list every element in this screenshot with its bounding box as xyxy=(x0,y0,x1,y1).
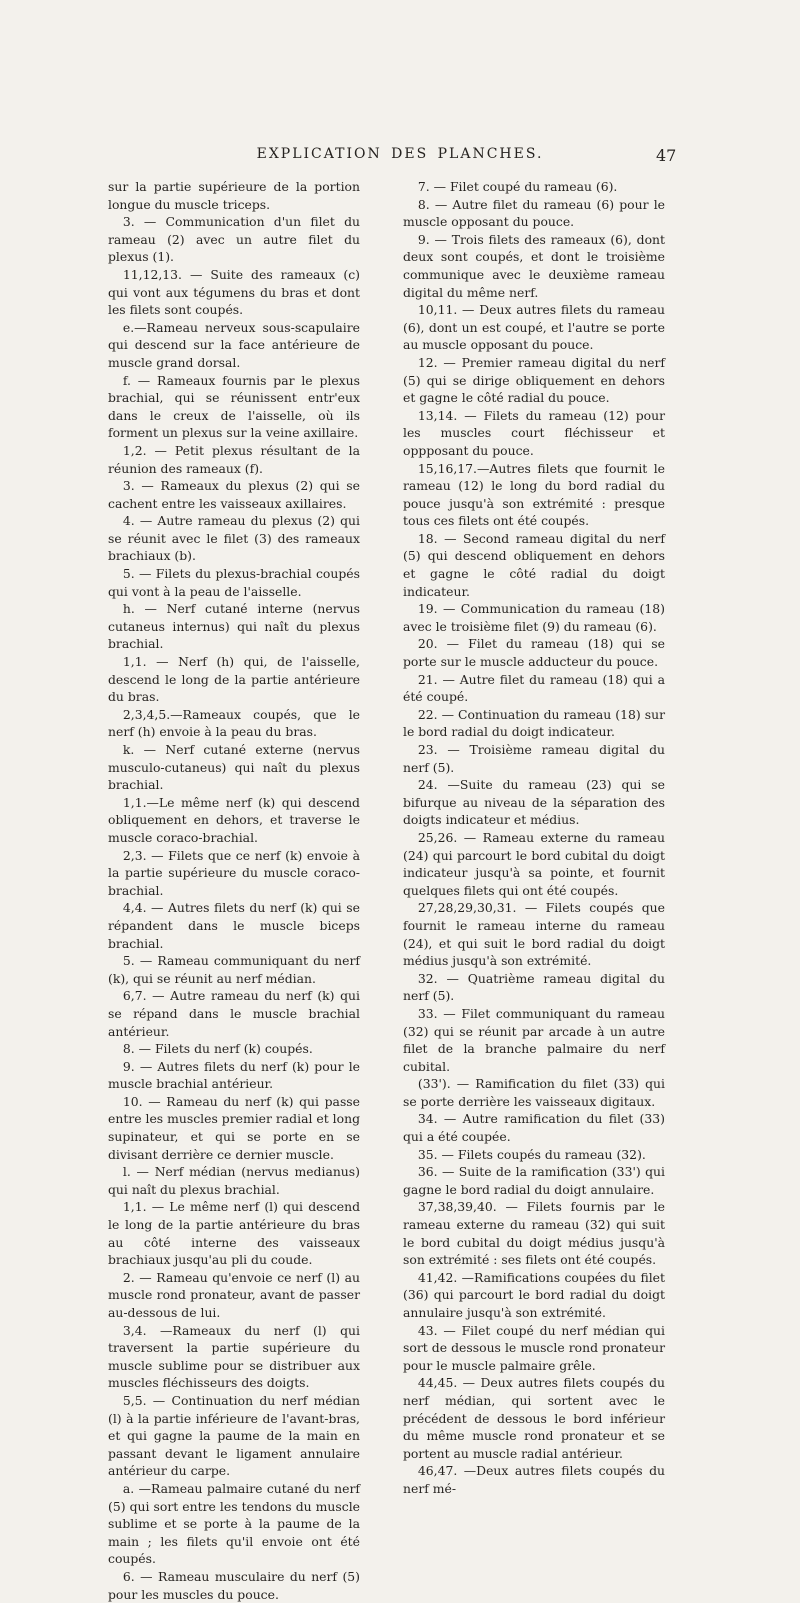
left-text-column xyxy=(108,178,360,1603)
paragraph: 3,4. —Rameaux du nerf (l) qui traversent la partie supérieure du muscle sublime pour se distribuer aux muscles fléchisseurs des doigts. xyxy=(108,1322,360,1391)
paragraph: 27,28,29,30,31. — Filets coupés que fournit le rameau interne du rameau (24), et qui suit le bord radial du doigt médius jusqu'à son extrémité. xyxy=(403,900,665,969)
paragraph: 22. — Continuation du rameau (18) sur le bord radial du doigt indicateur. xyxy=(403,706,665,740)
paragraph: 41,42. —Ramifications coupées du filet (36) qui parcourt le bord radial du doigt annulaire jusqu'à son extrémité. xyxy=(403,1269,665,1320)
paragraph: 24. —Suite du rameau (23) qui se bifurque au niveau de la séparation des doigts indicateur et médius. xyxy=(403,777,665,828)
paragraph: 25,26. — Rameau externe du rameau (24) qui parcourt le bord cubital du doigt indicateur jusqu'à sa pointe, et fournit quelques filets qui ont été coupés. xyxy=(403,829,665,898)
paragraph: 11,12,13. — Suite des rameaux (c) qui vont aux tégumens du bras et dont les filets sont coupés. xyxy=(108,266,360,318)
paragraph: l. — Nerf médian (nervus medianus) qui naît du plexus brachial. xyxy=(108,1164,360,1197)
paragraph: 3. — Communication d'un filet du rameau (2) avec un autre filet du plexus (1). xyxy=(108,214,360,265)
paragraph: 4,4. — Autres filets du nerf (k) qui se répandent dans le muscle biceps brachial. xyxy=(108,900,360,951)
paragraph: 5,5. — Continuation du nerf médian (l) à la partie inférieure de l'avant-bras, et qui gagne la paume de la main en passant devant le ligament annulaire antérieur du carpe. xyxy=(108,1392,360,1479)
paragraph: 6,7. — Autre rameau du nerf (k) qui se répand dans le muscle brachial antérieur. xyxy=(108,988,360,1039)
paragraph: 36. — Suite de la ramification (33') qui gagne le bord radial du doigt annulaire. xyxy=(403,1164,665,1197)
paragraph: k. — Nerf cutané externe (nervus musculo-cutaneus) qui naît du plexus brachial. xyxy=(108,742,360,793)
right-text-column xyxy=(403,178,665,1498)
paragraph: 5. — Rameau communiquant du nerf (k), qui se réunit au nerf médian. xyxy=(108,953,360,986)
paragraph: 13,14. — Filets du rameau (12) pour les muscles court fléchisseur et oppposant du pouce. xyxy=(403,407,665,458)
paragraph: 2. — Rameau qu'envoie ce nerf (l) au muscle rond pronateur, avant de passer au-dessous de lui. xyxy=(108,1269,360,1320)
paragraph: 9. — Autres filets du nerf (k) pour le muscle brachial antérieur. xyxy=(108,1058,360,1092)
running-header: EXPLICATION DES PLANCHES. xyxy=(256,146,544,162)
paragraph: 1,1. — Nerf (h) qui, de l'aisselle, descend le long de la partie antérieure du bras. xyxy=(108,654,360,705)
paragraph: 33. — Filet communiquant du rameau (32) qui se réunit par arcade à un autre filet de la branche palmaire du nerf cubital. xyxy=(403,1005,665,1074)
paragraph: sur la partie supérieure de la portion longue du muscle triceps. xyxy=(108,179,360,212)
paragraph: 44,45. — Deux autres filets coupés du nerf médian, qui sortent avec le précédent de dessous le bord inférieur du même muscle rond pronateur et se portent au muscle radial antérieur. xyxy=(403,1375,665,1461)
paragraph: a. —Rameau palmaire cutané du nerf (5) qui sort entre les tendons du muscle sublime et se porte à la paume de la main ; les filets qu'il envoie ont été coupés. xyxy=(108,1480,360,1567)
paragraph: 34. — Autre ramification du filet (33) qui a été coupée. xyxy=(403,1111,665,1145)
paragraph: 1,2. — Petit plexus résultant de la réunion des rameaux (f). xyxy=(108,442,360,476)
paragraph: 46,47. —Deux autres filets coupés du nerf mé- xyxy=(403,1463,665,1496)
paragraph: 19. — Communication du rameau (18) avec le troisième filet (9) du rameau (6). xyxy=(403,601,665,634)
paragraph: 1,1. — Le même nerf (l) qui descend le long de la partie antérieure du bras au côté interne des vaisseaux brachiaux jusqu'au pli du coude. xyxy=(108,1199,360,1268)
paragraph: 20. — Filet du rameau (18) qui se porte sur le muscle adducteur du pouce. xyxy=(403,636,665,670)
paragraph: 10,11. — Deux autres filets du rameau (6), dont un est coupé, et l'autre se porte au muscle opposant du pouce. xyxy=(403,302,665,353)
paragraph: 3. — Rameaux du plexus (2) qui se cachent entre les vaisseaux axillaires. xyxy=(108,478,360,511)
paragraph: 2,3,4,5.—Rameaux coupés, que le nerf (h) envoie à la peau du bras. xyxy=(108,706,360,740)
paragraph: 9. — Trois filets des rameaux (6), dont deux sont coupés, et dont le troisième communique avec le deuxième rameau digital du même nerf. xyxy=(403,231,665,300)
paragraph: 8. — Autre filet du rameau (6) pour le muscle opposant du pouce. xyxy=(403,196,665,230)
paragraph: 5. — Filets du plexus-brachial coupés qui vont à la peau de l'aisselle. xyxy=(108,566,360,599)
paragraph: 8. — Filets du nerf (k) coupés. xyxy=(122,1041,313,1057)
paragraph: 6. — Rameau musculaire du nerf (5) pour les muscles du pouce. xyxy=(108,1568,360,1602)
paragraph: 35. — Filets coupés du rameau (32). xyxy=(417,1146,646,1162)
paragraph: h. — Nerf cutané interne (nervus cutaneus internus) qui naît du plexus brachial. xyxy=(108,601,360,652)
paragraph: 10. — Rameau du nerf (k) qui passe entre les muscles premier radial et long supinateur, et qui se porte en se divisant derrière ce dernier muscle. xyxy=(108,1093,360,1162)
paragraph: 32. — Quatrième rameau digital du nerf (5). xyxy=(403,970,665,1004)
paragraph: 7. — Filet coupé du rameau (6). xyxy=(417,179,618,194)
paragraph: 18. — Second rameau digital du nerf (5) qui descend obliquement en dehors et gagne le côté radial du doigt indicateur. xyxy=(403,530,665,599)
paragraph: 43. — Filet coupé du nerf médian qui sort de dessous le muscle rond pronateur pour le muscle palmaire grêle. xyxy=(403,1322,665,1373)
paragraph: 21. — Autre filet du rameau (18) qui a été coupé. xyxy=(403,671,665,705)
paragraph: f. — Rameaux fournis par le plexus brachial, qui se réunissent entr'eux dans le creux de l'aisselle, où ils forment un plexus sur la veine axillaire. xyxy=(108,372,360,441)
paragraph: 15,16,17.—Autres filets que fournit le rameau (12) le long du bord radial du pouce jusqu'à son extrémité : presque tous ces filets ont été coupés. xyxy=(403,460,665,529)
paragraph: 1,1.—Le même nerf (k) qui descend obliquement en dehors, et traverse le muscle coraco-brachial. xyxy=(108,794,360,845)
page-number: 47 xyxy=(656,146,677,165)
paragraph: 23. — Troisième rameau digital du nerf (5). xyxy=(403,742,665,775)
paragraph: e.—Rameau nerveux sous-scapulaire qui descend sur la face antérieure de muscle grand dorsal. xyxy=(108,319,360,370)
paragraph: 4. — Autre rameau du plexus (2) qui se réunit avec le filet (3) des rameaux brachiaux (b). xyxy=(108,513,360,564)
paragraph: 37,38,39,40. — Filets fournis par le rameau externe du rameau (32) qui suit le bord cubital du doigt médius jusqu'à son extrémité : ses filets ont été coupés. xyxy=(403,1199,665,1268)
paragraph: 12. — Premier rameau digital du nerf (5) qui se dirige obliquement en dehors et gagne le côté radial du pouce. xyxy=(403,354,665,406)
paragraph: (33'). — Ramification du filet (33) qui se porte derrière les vaisseaux digitaux. xyxy=(403,1076,665,1109)
paragraph: 2,3. — Filets que ce nerf (k) envoie à la partie supérieure du muscle coraco-brachial. xyxy=(108,847,360,898)
